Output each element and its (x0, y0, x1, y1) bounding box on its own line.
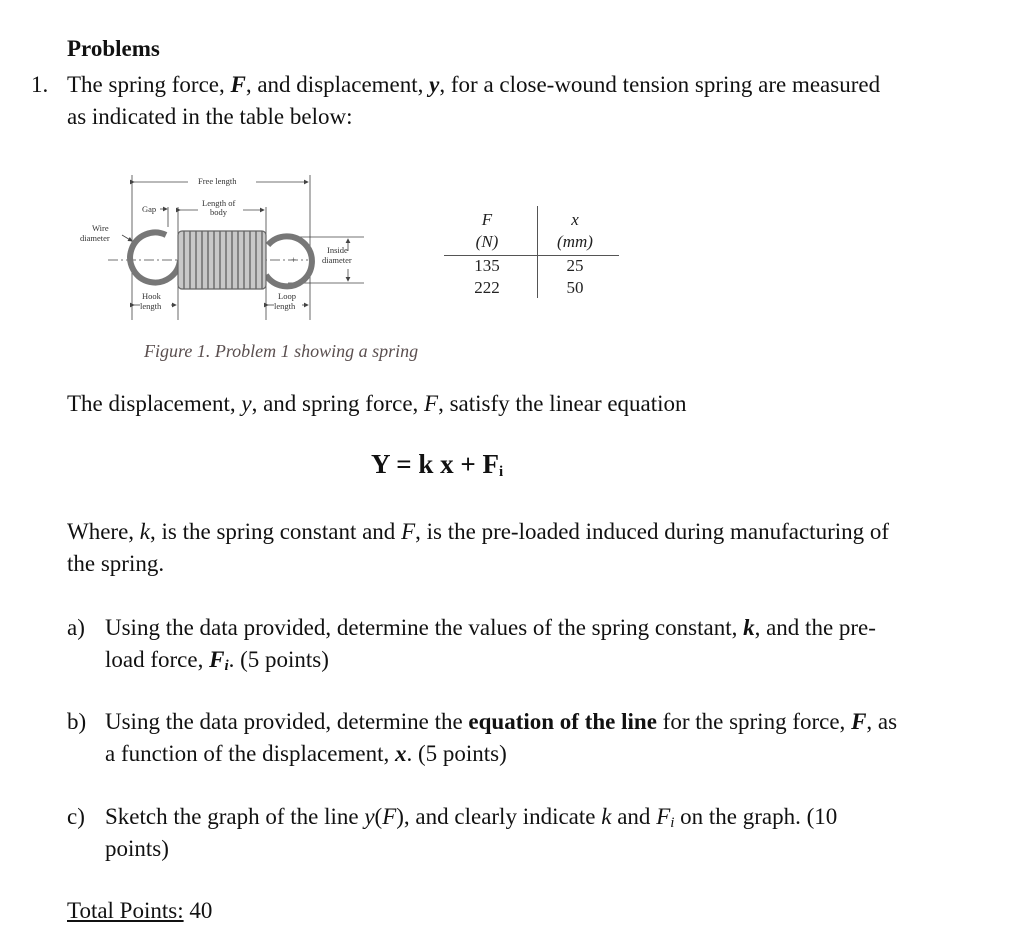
problem-number: 1. (31, 72, 49, 97)
svg-text:length: length (274, 301, 296, 311)
svg-text:diameter: diameter (80, 233, 110, 243)
text: , is the spring constant and (150, 519, 402, 544)
force-symbol: F (230, 72, 246, 97)
table-cell: 50 (566, 278, 584, 297)
total-points (67, 895, 212, 927)
svg-text:length: length (140, 301, 162, 311)
displacement-symbol: y (429, 72, 440, 97)
text: a function of the displacement, (105, 741, 395, 766)
header-displacement-symbol: x (571, 210, 579, 229)
text: Sketch the graph of the line (105, 804, 365, 829)
definition-line2: the spring. (67, 551, 165, 576)
svg-text:Length of: Length of (202, 198, 236, 208)
spring-constant-symbol: k (743, 615, 755, 640)
text: and (611, 804, 657, 829)
data-table (444, 206, 619, 298)
linear-equation (371, 449, 503, 480)
table-cell: 135 (474, 256, 500, 275)
text: ( (374, 804, 383, 829)
question-a-label: a) (67, 615, 85, 640)
text: , and the pre- (754, 615, 876, 640)
force-symbol: F (424, 391, 439, 416)
question-a-line1 (105, 612, 876, 644)
question-b-line2 (105, 738, 507, 770)
question-c-label: c) (67, 804, 85, 829)
text: , as (866, 709, 898, 734)
emphasis: equation of the line (468, 709, 657, 734)
preload-subscript: i (670, 815, 675, 831)
figure-caption: Figure 1. Problem 1 showing a spring (144, 341, 419, 361)
table-cell: 25 (566, 256, 584, 275)
text: , satisfy the linear equation (438, 391, 687, 416)
svg-text:Loop: Loop (278, 291, 296, 301)
text: ), and clearly indicate (396, 804, 602, 829)
displacement-symbol: y (241, 391, 252, 416)
preload-symbol: F (209, 647, 225, 672)
text: , is the pre-loaded induced during manufacturing of (415, 519, 890, 544)
svg-text:diameter: diameter (322, 255, 352, 265)
text: , and spring force, (251, 391, 425, 416)
force-symbol: F (851, 709, 867, 734)
text: Where, (67, 519, 140, 544)
total-points-label: Total Points: (67, 898, 184, 923)
displacement-symbol: x (394, 741, 407, 766)
svg-text:Hook: Hook (142, 291, 161, 301)
force-symbol: F (401, 519, 416, 544)
question-c-line2: points) (105, 836, 169, 861)
preload-symbol: F (656, 804, 671, 829)
section-heading: Problems (67, 36, 160, 61)
text: load force, (105, 647, 210, 672)
preload-subscript: i (224, 658, 229, 674)
total-points-value: 40 (183, 898, 213, 923)
definition-line1 (67, 516, 889, 548)
spring-constant-symbol: k (139, 519, 151, 544)
spring-figure (78, 165, 378, 325)
problem-statement-line1 (67, 69, 880, 101)
header-force-symbol: F (481, 210, 493, 229)
equation-main: Y = k x + F (371, 449, 500, 479)
text: , for a close-wound tension spring are measured (439, 72, 881, 97)
text: The displacement, (67, 391, 242, 416)
svg-text:Inside: Inside (327, 245, 348, 255)
text: Using the data provided, determine the (105, 709, 469, 734)
force-symbol: F (382, 804, 397, 829)
text: . (5 points) (406, 741, 507, 766)
svg-text:Gap: Gap (142, 204, 157, 214)
svg-text:body: body (210, 207, 227, 217)
equation-intro (67, 388, 687, 420)
text: on the graph. (10 (674, 804, 838, 829)
question-a-line2 (105, 644, 329, 676)
problem-statement-line2: as indicated in the table below: (67, 104, 353, 129)
svg-text:Wire: Wire (92, 223, 109, 233)
text: , and displacement, (245, 72, 430, 97)
question-c-line1 (105, 801, 837, 833)
table-cell: 222 (474, 278, 500, 297)
equation-subscript: i (499, 464, 504, 480)
text: The spring force, (67, 72, 231, 97)
header-force-unit: (N) (475, 232, 499, 251)
question-b-line1 (105, 706, 897, 738)
text: . (5 points) (228, 647, 329, 672)
svg-text:+: + (291, 255, 297, 265)
text: Using the data provided, determine the values of the spring constant, (105, 615, 744, 640)
question-b-label: b) (67, 709, 87, 734)
svg-text:Free length: Free length (198, 176, 237, 186)
text: for the spring force, (656, 709, 852, 734)
spring-constant-symbol: k (601, 804, 612, 829)
header-displacement-unit: (mm) (557, 232, 593, 251)
displacement-symbol: y (364, 804, 375, 829)
